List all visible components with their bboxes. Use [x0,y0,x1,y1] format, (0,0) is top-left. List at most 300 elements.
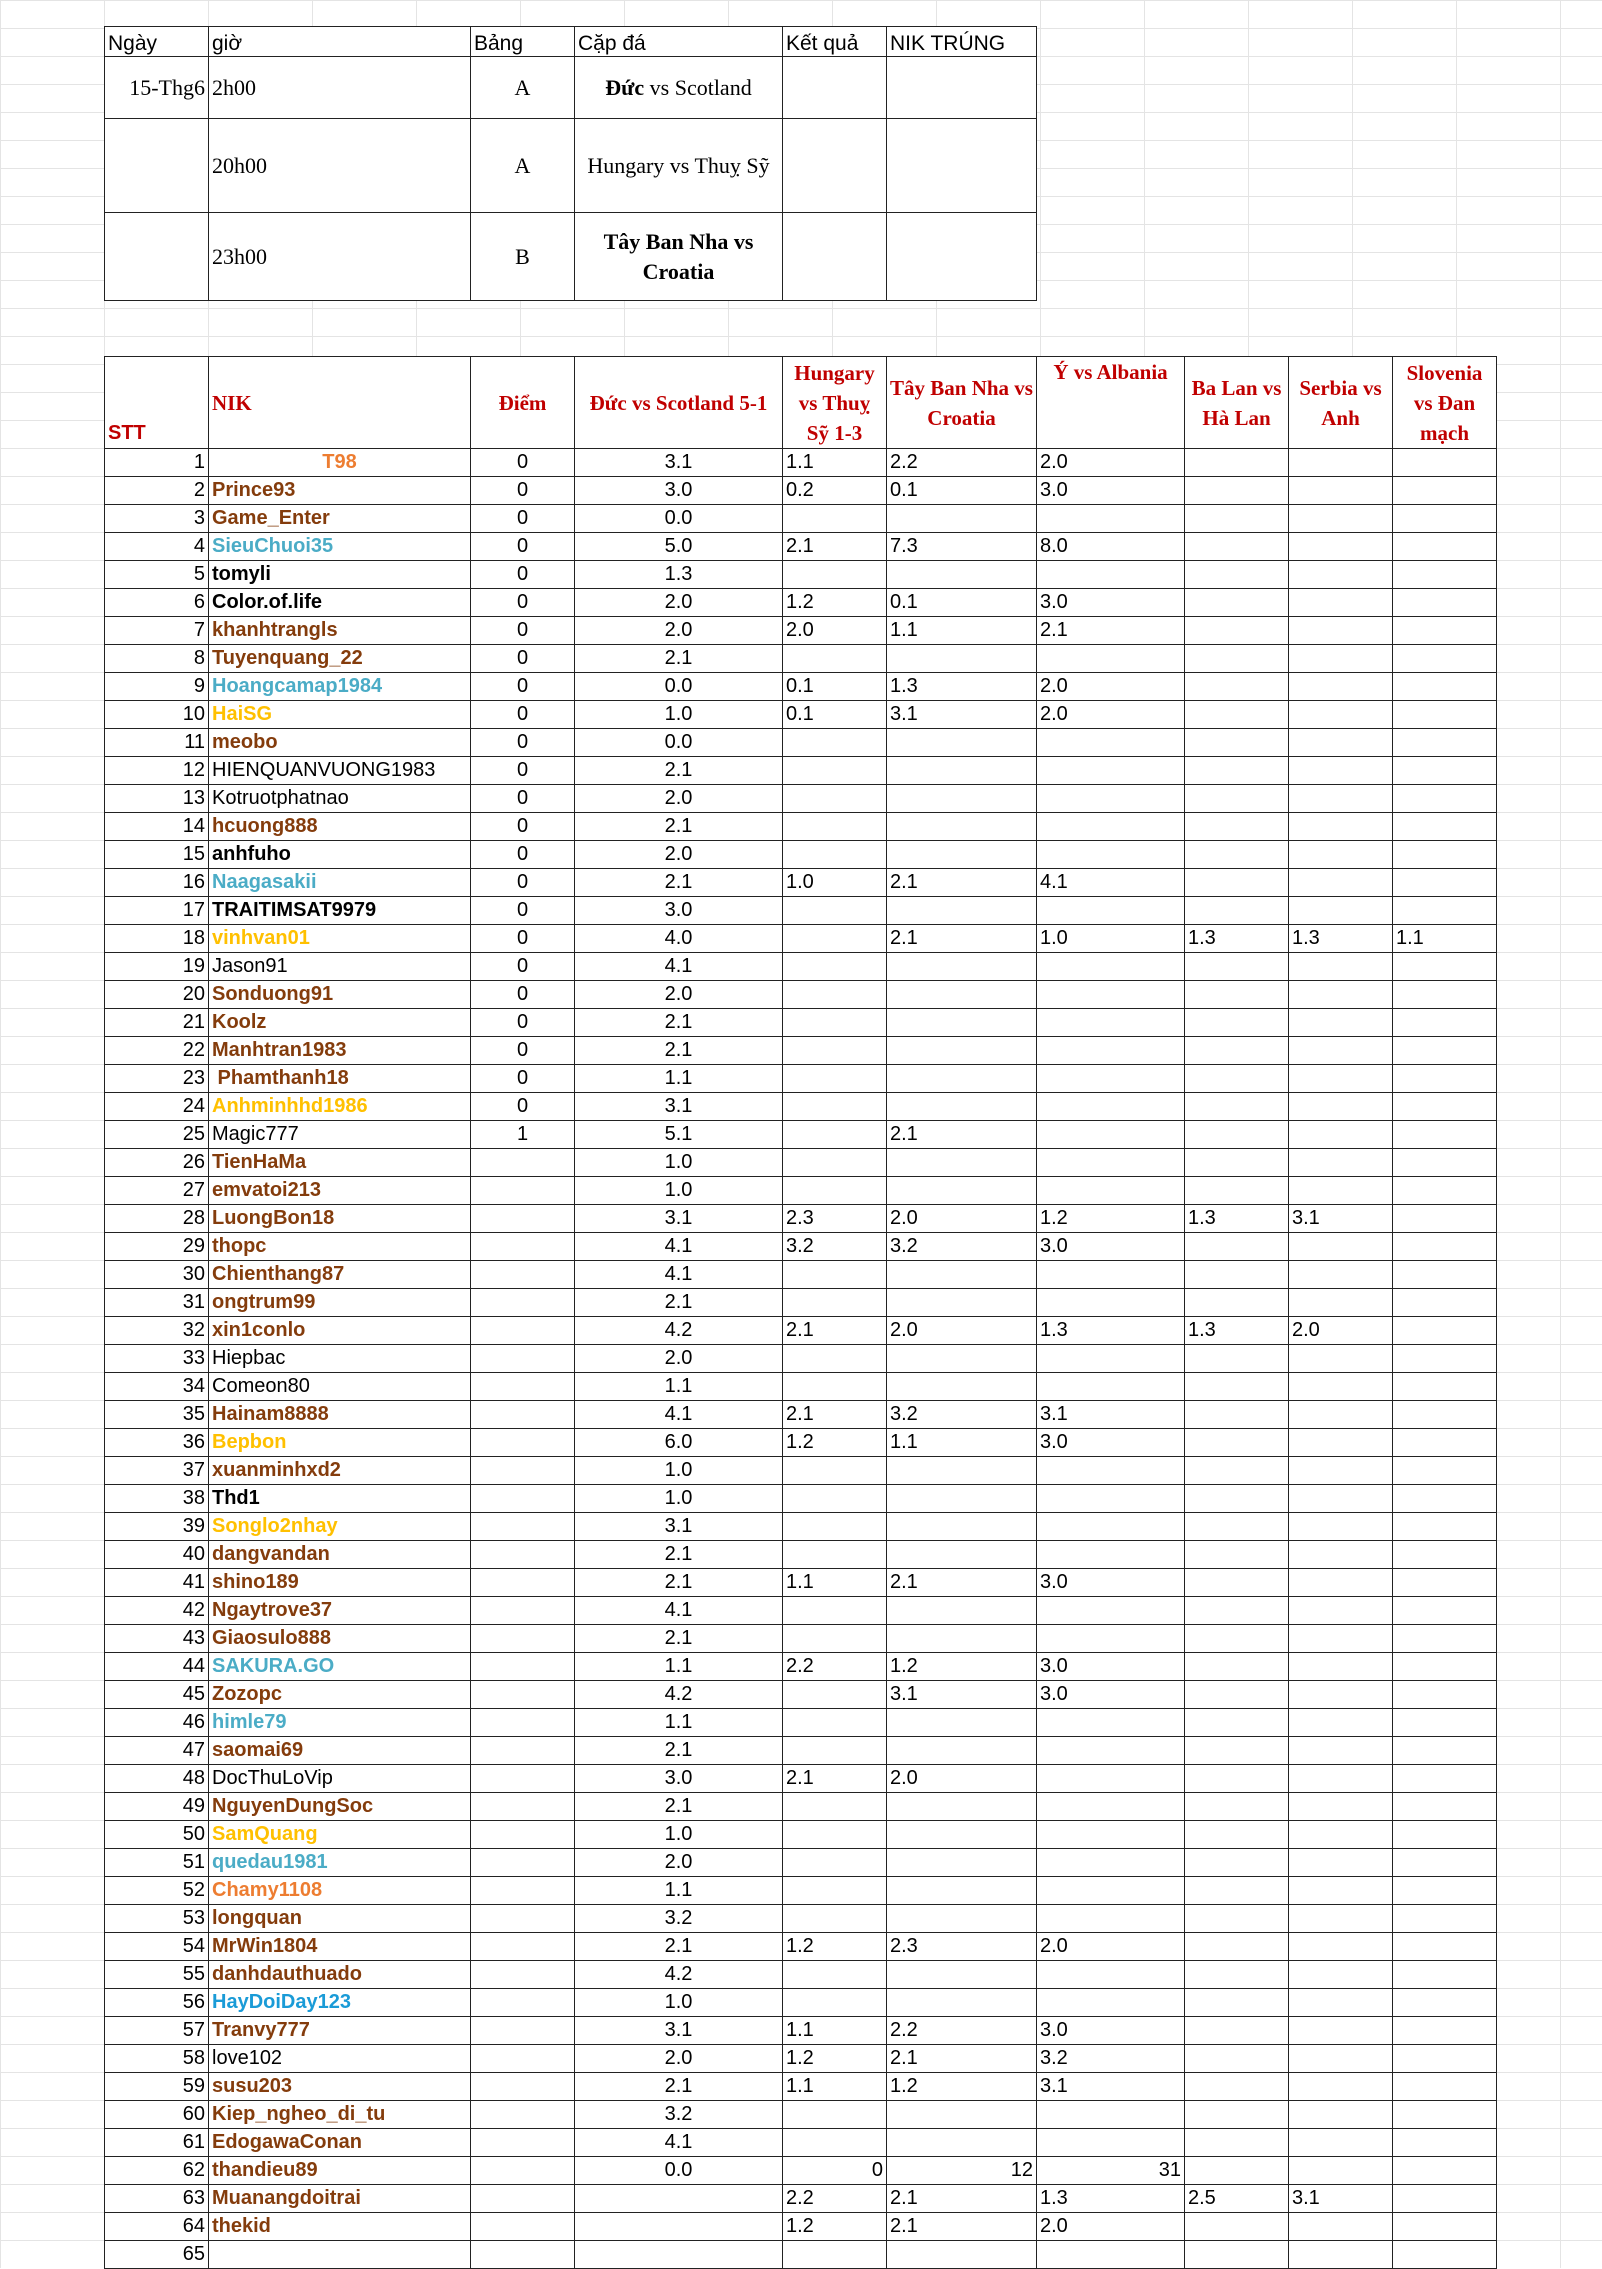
cell-guess-m2[interactable] [783,561,887,589]
cell-guess-m5[interactable] [1185,1457,1289,1485]
cell-points[interactable]: 1 [471,1121,575,1149]
cell-guess-m2[interactable] [783,1261,887,1289]
cell-guess-m6[interactable] [1289,1121,1393,1149]
cell-nik[interactable]: Bepbon [209,1429,471,1457]
cell-guess-m2[interactable] [783,1905,887,1933]
cell-points[interactable]: 0 [471,897,575,925]
cell-points[interactable] [471,2213,575,2241]
cell-guess-m2[interactable] [783,1821,887,1849]
cell-guess-m2[interactable]: 1.2 [783,589,887,617]
cell-guess-m4[interactable] [1037,729,1185,757]
cell-guess-m7[interactable]: 1.1 [1393,925,1497,953]
cell-guess-m4[interactable]: 2.0 [1037,1933,1185,1961]
cell-guess-m4[interactable] [1037,1261,1185,1289]
cell-guess-m3[interactable] [887,2101,1037,2129]
cell-nik[interactable]: susu203 [209,2073,471,2101]
cell-guess-m4[interactable] [1037,645,1185,673]
cell-points[interactable] [471,1905,575,1933]
cell-guess-m5[interactable] [1185,1905,1289,1933]
cell-stt[interactable]: 5 [105,561,209,589]
cell-guess-m2[interactable] [783,1009,887,1037]
cell-guess-m2[interactable]: 0.1 [783,701,887,729]
cell-points[interactable] [471,1569,575,1597]
cell-points[interactable]: 0 [471,701,575,729]
cell-nik[interactable]: himle79 [209,1709,471,1737]
cell-guess-m3[interactable] [887,1485,1037,1513]
cell-nik[interactable]: Sonduong91 [209,981,471,1009]
cell-nik[interactable]: NguyenDungSoc [209,1793,471,1821]
cell-guess-m1[interactable]: 3.1 [575,2017,783,2045]
cell-guess-m5[interactable] [1185,1597,1289,1625]
cell-points[interactable] [471,1877,575,1905]
cell-stt[interactable]: 42 [105,1597,209,1625]
cell-guess-m3[interactable]: 2.1 [887,1121,1037,1149]
cell-guess-m5[interactable]: 1.3 [1185,1205,1289,1233]
cell-guess-m1[interactable]: 1.0 [575,1989,783,2017]
cell-guess-m6[interactable] [1289,1541,1393,1569]
cell-guess-m3[interactable]: 2.1 [887,925,1037,953]
cell-guess-m7[interactable] [1393,1093,1497,1121]
cell-guess-m7[interactable] [1393,1625,1497,1653]
cell-guess-m5[interactable] [1185,1933,1289,1961]
cell-nik[interactable]: emvatoi213 [209,1177,471,1205]
cell-guess-m3[interactable] [887,757,1037,785]
cell-guess-m6[interactable] [1289,1457,1393,1485]
cell-guess-m5[interactable] [1185,1261,1289,1289]
cell-guess-m4[interactable] [1037,1541,1185,1569]
header-match-5[interactable]: Ba Lan vs Hà Lan [1185,357,1289,449]
cell-guess-m4[interactable]: 3.0 [1037,1681,1185,1709]
cell-guess-m4[interactable] [1037,1709,1185,1737]
cell-guess-m3[interactable]: 2.1 [887,2045,1037,2073]
cell-stt[interactable]: 2 [105,477,209,505]
cell-points[interactable] [471,1373,575,1401]
cell-points[interactable] [471,1765,575,1793]
cell-guess-m5[interactable] [1185,1765,1289,1793]
cell-guess-m7[interactable] [1393,1261,1497,1289]
cell-guess-m2[interactable] [783,1877,887,1905]
cell-group[interactable]: A [471,57,575,119]
cell-stt[interactable]: 31 [105,1289,209,1317]
cell-guess-m3[interactable]: 2.2 [887,449,1037,477]
cell-points[interactable]: 0 [471,1037,575,1065]
cell-points[interactable]: 0 [471,617,575,645]
cell-guess-m5[interactable] [1185,2017,1289,2045]
cell-guess-m7[interactable] [1393,869,1497,897]
cell-guess-m2[interactable] [783,981,887,1009]
cell-guess-m7[interactable] [1393,2157,1497,2185]
cell-guess-m5[interactable] [1185,785,1289,813]
cell-guess-m5[interactable] [1185,2157,1289,2185]
cell-guess-m3[interactable] [887,1961,1037,1989]
cell-guess-m2[interactable] [783,1709,887,1737]
cell-guess-m4[interactable] [1037,1849,1185,1877]
cell-guess-m5[interactable] [1185,1849,1289,1877]
cell-guess-m3[interactable] [887,1345,1037,1373]
header-match-3[interactable]: Tây Ban Nha vs Croatia [887,357,1037,449]
cell-guess-m2[interactable]: 1.2 [783,1429,887,1457]
cell-guess-m7[interactable] [1393,757,1497,785]
cell-guess-m6[interactable]: 3.1 [1289,1205,1393,1233]
cell-guess-m1[interactable]: 3.0 [575,477,783,505]
cell-guess-m4[interactable] [1037,561,1185,589]
cell-nik[interactable]: T98 [209,449,471,477]
cell-guess-m1[interactable]: 3.1 [575,1093,783,1121]
cell-guess-m5[interactable] [1185,1513,1289,1541]
cell-guess-m3[interactable]: 12 [887,2157,1037,2185]
cell-points[interactable]: 0 [471,477,575,505]
cell-time[interactable]: 2h00 [209,57,471,119]
cell-nik[interactable]: EdogawaConan [209,2129,471,2157]
cell-guess-m6[interactable] [1289,1513,1393,1541]
cell-guess-m2[interactable]: 2.1 [783,1317,887,1345]
cell-stt[interactable]: 8 [105,645,209,673]
cell-nik[interactable]: Comeon80 [209,1373,471,1401]
cell-guess-m5[interactable] [1185,1037,1289,1065]
cell-guess-m5[interactable] [1185,869,1289,897]
cell-stt[interactable]: 53 [105,1905,209,1933]
cell-points[interactable]: 0 [471,925,575,953]
cell-guess-m3[interactable]: 3.1 [887,1681,1037,1709]
cell-guess-m4[interactable]: 4.1 [1037,869,1185,897]
cell-stt[interactable]: 52 [105,1877,209,1905]
cell-stt[interactable]: 33 [105,1345,209,1373]
cell-points[interactable] [471,2045,575,2073]
cell-guess-m5[interactable] [1185,2045,1289,2073]
cell-guess-m1[interactable]: 2.0 [575,2045,783,2073]
cell-guess-m5[interactable] [1185,477,1289,505]
cell-guess-m3[interactable] [887,1597,1037,1625]
cell-nik[interactable]: tomyli [209,561,471,589]
cell-guess-m4[interactable]: 1.0 [1037,925,1185,953]
cell-guess-m7[interactable] [1393,477,1497,505]
cell-guess-m7[interactable] [1393,1821,1497,1849]
cell-guess-m2[interactable]: 2.3 [783,1205,887,1233]
cell-winner[interactable] [887,213,1037,301]
cell-points[interactable] [471,1317,575,1345]
cell-points[interactable]: 0 [471,1093,575,1121]
cell-guess-m3[interactable] [887,1989,1037,2017]
cell-guess-m6[interactable] [1289,1065,1393,1093]
cell-guess-m2[interactable] [783,897,887,925]
cell-guess-m1[interactable] [575,2213,783,2241]
cell-guess-m1[interactable]: 2.1 [575,1037,783,1065]
cell-guess-m4[interactable] [1037,1289,1185,1317]
cell-guess-m4[interactable]: 3.0 [1037,589,1185,617]
cell-guess-m7[interactable] [1393,1513,1497,1541]
cell-stt[interactable]: 9 [105,673,209,701]
cell-result[interactable] [783,57,887,119]
cell-time[interactable]: 20h00 [209,119,471,213]
cell-stt[interactable]: 13 [105,785,209,813]
cell-guess-m4[interactable] [1037,1149,1185,1177]
cell-nik[interactable]: Naagasakii [209,869,471,897]
cell-nik[interactable]: Thd1 [209,1485,471,1513]
cell-points[interactable] [471,1177,575,1205]
cell-guess-m3[interactable] [887,1149,1037,1177]
cell-stt[interactable]: 43 [105,1625,209,1653]
cell-guess-m2[interactable] [783,1681,887,1709]
cell-guess-m2[interactable] [783,1149,887,1177]
cell-guess-m7[interactable] [1393,1849,1497,1877]
cell-guess-m2[interactable] [783,813,887,841]
cell-guess-m7[interactable] [1393,1177,1497,1205]
cell-guess-m6[interactable] [1289,2241,1393,2269]
cell-nik[interactable]: Kotruotphatnao [209,785,471,813]
header-match-7[interactable]: Slovenia vs Đan mạch [1393,357,1497,449]
cell-guess-m3[interactable] [887,785,1037,813]
cell-stt[interactable]: 20 [105,981,209,1009]
cell-guess-m1[interactable]: 2.1 [575,1933,783,1961]
cell-guess-m2[interactable] [783,1457,887,1485]
cell-guess-m2[interactable] [783,841,887,869]
cell-guess-m6[interactable] [1289,1821,1393,1849]
cell-nik[interactable]: khanhtrangls [209,617,471,645]
cell-guess-m3[interactable]: 2.3 [887,1933,1037,1961]
cell-guess-m3[interactable]: 2.0 [887,1765,1037,1793]
cell-guess-m1[interactable]: 2.1 [575,1625,783,1653]
cell-guess-m6[interactable] [1289,505,1393,533]
cell-guess-m7[interactable] [1393,1709,1497,1737]
cell-guess-m4[interactable]: 3.0 [1037,2017,1185,2045]
cell-guess-m5[interactable]: 1.3 [1185,925,1289,953]
cell-guess-m3[interactable]: 2.0 [887,1205,1037,1233]
cell-points[interactable]: 0 [471,729,575,757]
cell-guess-m6[interactable] [1289,1905,1393,1933]
cell-points[interactable] [471,1429,575,1457]
cell-group[interactable]: B [471,213,575,301]
cell-nik[interactable]: TienHaMa [209,1149,471,1177]
cell-guess-m5[interactable] [1185,1989,1289,2017]
cell-guess-m7[interactable] [1393,2129,1497,2157]
cell-stt[interactable]: 15 [105,841,209,869]
cell-guess-m2[interactable]: 0 [783,2157,887,2185]
cell-guess-m4[interactable] [1037,1625,1185,1653]
cell-guess-m5[interactable] [1185,561,1289,589]
cell-guess-m5[interactable] [1185,2073,1289,2101]
cell-nik[interactable]: Muanangdoitrai [209,2185,471,2213]
cell-nik[interactable]: Tranvy777 [209,2017,471,2045]
cell-guess-m6[interactable] [1289,897,1393,925]
cell-guess-m7[interactable] [1393,953,1497,981]
cell-guess-m6[interactable] [1289,1961,1393,1989]
cell-guess-m5[interactable]: 2.5 [1185,2185,1289,2213]
cell-nik[interactable]: xuanminhxd2 [209,1457,471,1485]
cell-points[interactable] [471,1401,575,1429]
cell-guess-m5[interactable] [1185,645,1289,673]
cell-guess-m2[interactable]: 0.2 [783,477,887,505]
cell-guess-m2[interactable] [783,1793,887,1821]
cell-points[interactable] [471,2129,575,2157]
cell-guess-m1[interactable]: 2.1 [575,757,783,785]
cell-guess-m5[interactable] [1185,701,1289,729]
cell-stt[interactable]: 10 [105,701,209,729]
cell-nik[interactable]: anhfuho [209,841,471,869]
cell-guess-m5[interactable] [1185,1429,1289,1457]
header-time[interactable]: giờ [209,27,471,57]
header-match-1[interactable]: Đức vs Scotland 5-1 [575,357,783,449]
cell-guess-m6[interactable] [1289,1373,1393,1401]
cell-guess-m7[interactable] [1393,1289,1497,1317]
cell-guess-m6[interactable] [1289,1569,1393,1597]
cell-guess-m7[interactable] [1393,1373,1497,1401]
cell-guess-m1[interactable]: 4.1 [575,1233,783,1261]
cell-guess-m1[interactable]: 3.2 [575,2101,783,2129]
cell-guess-m1[interactable]: 2.1 [575,1793,783,1821]
cell-guess-m1[interactable]: 1.1 [575,1877,783,1905]
cell-guess-m2[interactable] [783,1513,887,1541]
cell-guess-m3[interactable] [887,1289,1037,1317]
cell-guess-m4[interactable] [1037,1905,1185,1933]
cell-guess-m3[interactable]: 2.1 [887,869,1037,897]
header-match-2[interactable]: Hungary vs Thuỵ Sỹ 1-3 [783,357,887,449]
cell-match[interactable] [575,213,783,301]
cell-nik[interactable]: Jason91 [209,953,471,981]
cell-nik[interactable]: Color.of.life [209,589,471,617]
cell-points[interactable] [471,1149,575,1177]
cell-guess-m3[interactable] [887,1065,1037,1093]
cell-guess-m2[interactable] [783,2241,887,2269]
cell-guess-m6[interactable] [1289,869,1393,897]
cell-stt[interactable]: 19 [105,953,209,981]
cell-guess-m1[interactable]: 4.0 [575,925,783,953]
cell-guess-m5[interactable] [1185,1149,1289,1177]
cell-guess-m3[interactable] [887,1009,1037,1037]
cell-guess-m5[interactable] [1185,1093,1289,1121]
cell-guess-m5[interactable] [1185,1373,1289,1401]
cell-stt[interactable]: 35 [105,1401,209,1429]
cell-guess-m1[interactable] [575,2185,783,2213]
cell-points[interactable]: 0 [471,561,575,589]
cell-nik[interactable]: LuongBon18 [209,1205,471,1233]
cell-guess-m4[interactable] [1037,953,1185,981]
cell-stt[interactable]: 4 [105,533,209,561]
cell-guess-m6[interactable] [1289,729,1393,757]
cell-match[interactable] [575,57,783,119]
cell-guess-m7[interactable] [1393,1541,1497,1569]
cell-nik[interactable]: Hainam8888 [209,1401,471,1429]
cell-guess-m7[interactable] [1393,1569,1497,1597]
cell-guess-m3[interactable]: 1.2 [887,2073,1037,2101]
cell-nik[interactable]: Hiepbac [209,1345,471,1373]
cell-guess-m3[interactable]: 1.2 [887,1653,1037,1681]
cell-points[interactable] [471,2017,575,2045]
cell-guess-m3[interactable] [887,1849,1037,1877]
cell-guess-m7[interactable] [1393,1485,1497,1513]
cell-guess-m4[interactable]: 3.0 [1037,1653,1185,1681]
cell-guess-m6[interactable] [1289,1653,1393,1681]
cell-guess-m5[interactable] [1185,1793,1289,1821]
cell-points[interactable] [471,1933,575,1961]
cell-guess-m7[interactable] [1393,561,1497,589]
cell-guess-m7[interactable] [1393,981,1497,1009]
cell-guess-m3[interactable] [887,1821,1037,1849]
cell-guess-m2[interactable]: 0.1 [783,673,887,701]
cell-guess-m5[interactable] [1185,589,1289,617]
cell-guess-m2[interactable]: 1.1 [783,2073,887,2101]
cell-guess-m5[interactable] [1185,1485,1289,1513]
cell-points[interactable] [471,2157,575,2185]
cell-guess-m4[interactable]: 2.0 [1037,701,1185,729]
cell-guess-m2[interactable] [783,1485,887,1513]
cell-guess-m7[interactable] [1393,2101,1497,2129]
cell-guess-m4[interactable] [1037,1037,1185,1065]
cell-stt[interactable]: 21 [105,1009,209,1037]
cell-guess-m5[interactable] [1185,1289,1289,1317]
cell-guess-m3[interactable] [887,1177,1037,1205]
cell-nik[interactable]: SieuChuoi35 [209,533,471,561]
cell-guess-m7[interactable] [1393,729,1497,757]
cell-nik[interactable]: Koolz [209,1009,471,1037]
cell-points[interactable]: 0 [471,505,575,533]
cell-stt[interactable]: 48 [105,1765,209,1793]
cell-guess-m4[interactable] [1037,897,1185,925]
cell-guess-m3[interactable] [887,645,1037,673]
cell-guess-m7[interactable] [1393,841,1497,869]
cell-guess-m2[interactable]: 1.2 [783,1933,887,1961]
cell-guess-m3[interactable] [887,1093,1037,1121]
cell-nik[interactable]: Anhminhhd1986 [209,1093,471,1121]
cell-guess-m5[interactable] [1185,729,1289,757]
cell-points[interactable]: 0 [471,449,575,477]
cell-guess-m6[interactable] [1289,1037,1393,1065]
cell-guess-m1[interactable]: 2.1 [575,869,783,897]
cell-guess-m2[interactable] [783,1989,887,2017]
cell-stt[interactable]: 44 [105,1653,209,1681]
cell-guess-m7[interactable] [1393,2073,1497,2101]
header-match-6[interactable]: Serbia vs Anh [1289,357,1393,449]
cell-nik[interactable]: thopc [209,1233,471,1261]
cell-stt[interactable]: 46 [105,1709,209,1737]
cell-guess-m1[interactable]: 3.0 [575,1765,783,1793]
cell-guess-m4[interactable] [1037,2241,1185,2269]
cell-guess-m2[interactable] [783,505,887,533]
cell-guess-m5[interactable] [1185,1009,1289,1037]
cell-points[interactable] [471,1345,575,1373]
cell-guess-m2[interactable] [783,1037,887,1065]
cell-points[interactable] [471,1233,575,1261]
cell-stt[interactable]: 55 [105,1961,209,1989]
cell-guess-m2[interactable] [783,1093,887,1121]
cell-nik[interactable]: shino189 [209,1569,471,1597]
cell-guess-m4[interactable] [1037,1373,1185,1401]
cell-guess-m3[interactable] [887,981,1037,1009]
cell-guess-m6[interactable] [1289,673,1393,701]
cell-stt[interactable]: 22 [105,1037,209,1065]
cell-guess-m2[interactable]: 1.0 [783,869,887,897]
cell-guess-m7[interactable] [1393,505,1497,533]
cell-guess-m4[interactable] [1037,813,1185,841]
cell-guess-m5[interactable] [1185,1681,1289,1709]
cell-guess-m6[interactable] [1289,1401,1393,1429]
cell-stt[interactable]: 1 [105,449,209,477]
cell-guess-m7[interactable] [1393,533,1497,561]
cell-nik[interactable]: HaiSG [209,701,471,729]
cell-points[interactable]: 0 [471,869,575,897]
cell-guess-m1[interactable]: 1.1 [575,1709,783,1737]
cell-guess-m1[interactable]: 5.1 [575,1121,783,1149]
cell-points[interactable]: 0 [471,1009,575,1037]
cell-guess-m7[interactable] [1393,1037,1497,1065]
cell-guess-m6[interactable] [1289,1093,1393,1121]
cell-guess-m2[interactable] [783,1177,887,1205]
cell-points[interactable] [471,1793,575,1821]
cell-guess-m5[interactable] [1185,841,1289,869]
cell-guess-m3[interactable]: 1.1 [887,617,1037,645]
header-group[interactable]: Bảng [471,27,575,57]
cell-guess-m3[interactable]: 2.1 [887,1569,1037,1597]
cell-guess-m4[interactable] [1037,1065,1185,1093]
